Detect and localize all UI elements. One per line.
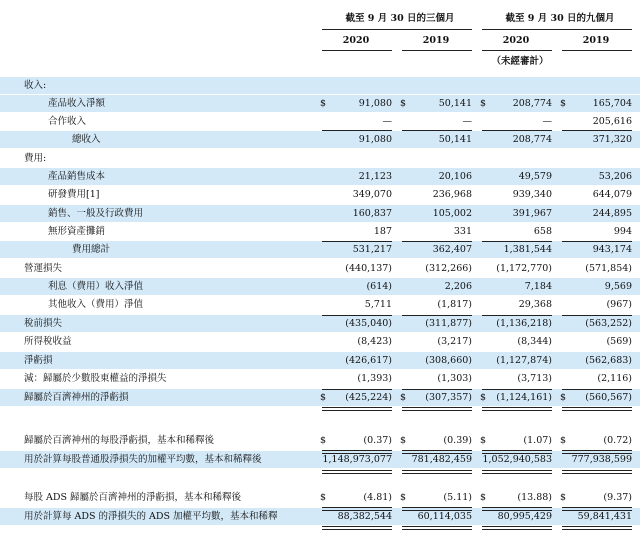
cell-value: 7,184 bbox=[524, 281, 552, 292]
cell-value: 391,967 bbox=[512, 208, 552, 219]
underline bbox=[322, 130, 392, 131]
cell-value: 531,217 bbox=[352, 244, 392, 255]
cell-value: (1,127,874) bbox=[496, 355, 552, 366]
underline bbox=[562, 389, 632, 390]
row-label: 所得稅收益 bbox=[24, 336, 72, 347]
currency-symbol: $ bbox=[480, 435, 487, 446]
double-underline bbox=[322, 470, 392, 474]
header-year: 2019 bbox=[422, 35, 450, 46]
row-label: 用於計算每 ADS 的淨損失的 ADS 加權平均數，基本和稀釋 bbox=[24, 511, 278, 522]
header-rule bbox=[562, 50, 632, 51]
cell-value: (614) bbox=[366, 281, 392, 292]
cell-value: (967) bbox=[606, 299, 632, 310]
row-label: 每股 ADS 歸屬於百濟神州的淨虧損，基本和稀釋後 bbox=[24, 492, 242, 503]
cell-value: 50,141 bbox=[438, 98, 472, 109]
cell-value: (9.37) bbox=[603, 492, 632, 503]
row-label: 利息（費用）收入淨值 bbox=[48, 281, 144, 292]
cell-value: (13.88) bbox=[517, 492, 552, 503]
underline bbox=[322, 389, 392, 390]
double-underline bbox=[562, 470, 632, 474]
cell-value: 1,052,940,583 bbox=[482, 454, 552, 465]
row-label: 歸屬於百濟神州的每股淨虧損，基本和稀釋後 bbox=[24, 435, 215, 446]
cell-value: 165,704 bbox=[592, 98, 632, 109]
double-underline bbox=[482, 526, 552, 530]
currency-symbol: $ bbox=[480, 492, 487, 503]
underline bbox=[562, 315, 632, 316]
table-row bbox=[0, 113, 640, 130]
table-row bbox=[0, 389, 640, 406]
cell-value: 349,070 bbox=[352, 189, 392, 200]
cell-value: 236,968 bbox=[432, 189, 472, 200]
double-underline bbox=[482, 450, 552, 454]
unaudited-label: （未經審計） bbox=[491, 56, 549, 67]
table-row bbox=[0, 241, 640, 258]
header-three-months: 截至 9 月 30 日的三個月 bbox=[345, 13, 455, 24]
underline bbox=[482, 130, 552, 131]
cell-value: 9,569 bbox=[604, 281, 632, 292]
row-label: 合作收入 bbox=[48, 116, 87, 127]
cell-value: (440,137) bbox=[345, 263, 392, 274]
cell-value: (0.37) bbox=[363, 435, 392, 446]
cell-value: (0.72) bbox=[603, 435, 632, 446]
row-label: 收入: bbox=[24, 80, 47, 91]
cell-value: 362,407 bbox=[432, 244, 472, 255]
currency-symbol: $ bbox=[560, 492, 567, 503]
row-label: 營運損失 bbox=[24, 263, 63, 274]
cell-value: (1,303) bbox=[437, 373, 472, 384]
header-rule bbox=[482, 29, 632, 30]
header-year: 2020 bbox=[342, 35, 370, 46]
table-row bbox=[0, 77, 640, 94]
row-label: 減：歸屬於少數股東權益的淨損失 bbox=[24, 373, 167, 384]
row-label: 總收入 bbox=[72, 134, 101, 145]
currency-symbol: $ bbox=[400, 435, 407, 446]
table-row bbox=[0, 315, 640, 332]
cell-value: 205,616 bbox=[592, 116, 632, 127]
cell-value: 994 bbox=[613, 226, 632, 237]
double-underline bbox=[562, 407, 632, 411]
cell-value: (312,266) bbox=[425, 263, 472, 274]
row-label: 費用: bbox=[24, 153, 47, 164]
cell-value: 939,340 bbox=[512, 189, 552, 200]
table-row bbox=[0, 95, 640, 112]
currency-symbol: $ bbox=[320, 435, 327, 446]
double-underline bbox=[402, 450, 472, 454]
currency-symbol: $ bbox=[320, 492, 327, 503]
row-label: 無形資產攤銷 bbox=[48, 226, 106, 237]
cell-value: 59,841,431 bbox=[577, 511, 632, 522]
cell-value: 88,382,544 bbox=[337, 511, 392, 522]
double-underline bbox=[402, 470, 472, 474]
row-label: 費用總計 bbox=[72, 244, 111, 255]
table-row bbox=[0, 432, 640, 449]
currency-symbol: $ bbox=[560, 98, 567, 109]
cell-value: (311,877) bbox=[425, 318, 472, 329]
header-nine-months: 截至 9 月 30 日的九個月 bbox=[505, 13, 615, 24]
cell-value: 244,895 bbox=[592, 208, 632, 219]
cell-value: (1,172,770) bbox=[496, 263, 552, 274]
cell-value: 943,174 bbox=[592, 244, 632, 255]
underline bbox=[562, 241, 632, 242]
cell-value: 5,711 bbox=[364, 299, 392, 310]
double-underline bbox=[402, 407, 472, 411]
cell-value: 80,995,429 bbox=[497, 511, 552, 522]
cell-value: 53,206 bbox=[598, 171, 632, 182]
cell-value: (426,617) bbox=[345, 355, 392, 366]
underline bbox=[402, 130, 472, 131]
currency-symbol: $ bbox=[400, 492, 407, 503]
cell-value: (307,357) bbox=[425, 392, 472, 403]
table-row bbox=[0, 223, 640, 240]
cell-value: 49,579 bbox=[518, 171, 552, 182]
underline bbox=[322, 241, 392, 242]
cell-value: (4.81) bbox=[363, 492, 392, 503]
cell-value: (1.07) bbox=[523, 435, 552, 446]
table-row bbox=[0, 205, 640, 222]
cell-value: — bbox=[382, 116, 392, 127]
double-underline bbox=[482, 507, 552, 511]
cell-value: 1,148,973,077 bbox=[322, 454, 392, 465]
cell-value: (1,136,218) bbox=[496, 318, 552, 329]
cell-value: 658 bbox=[533, 226, 552, 237]
cell-value: 644,079 bbox=[592, 189, 632, 200]
double-underline bbox=[322, 526, 392, 530]
cell-value: — bbox=[542, 116, 552, 127]
header-rule bbox=[322, 29, 472, 30]
cell-value: 29,368 bbox=[518, 299, 552, 310]
cell-value: 781,482,459 bbox=[411, 454, 472, 465]
currency-symbol: $ bbox=[560, 392, 567, 403]
header-rule bbox=[322, 50, 392, 51]
double-underline bbox=[562, 526, 632, 530]
cell-value: 160,837 bbox=[352, 208, 392, 219]
double-underline bbox=[562, 450, 632, 454]
table-row bbox=[0, 370, 640, 387]
underline bbox=[402, 389, 472, 390]
currency-symbol: $ bbox=[400, 98, 407, 109]
row-label: 稅前損失 bbox=[24, 318, 63, 329]
table-row bbox=[0, 296, 640, 313]
cell-value: (3,217) bbox=[437, 336, 472, 347]
double-underline bbox=[482, 470, 552, 474]
table-row bbox=[0, 260, 640, 277]
cell-value: (562,683) bbox=[585, 355, 632, 366]
row-label: 產品收入淨額 bbox=[48, 98, 106, 109]
cell-value: (308,660) bbox=[425, 355, 472, 366]
double-underline bbox=[322, 507, 392, 511]
table-row bbox=[0, 352, 640, 369]
double-underline bbox=[402, 507, 472, 511]
cell-value: (0.39) bbox=[443, 435, 472, 446]
cell-value: (5.11) bbox=[443, 492, 472, 503]
header-rule bbox=[402, 50, 472, 51]
cell-value: 105,002 bbox=[432, 208, 472, 219]
cell-value: (1,817) bbox=[437, 299, 472, 310]
cell-value: 91,080 bbox=[358, 98, 392, 109]
cell-value: (2,116) bbox=[597, 373, 632, 384]
cell-value: (8,344) bbox=[517, 336, 552, 347]
cell-value: (425,224) bbox=[345, 392, 392, 403]
cell-value: 91,080 bbox=[358, 134, 392, 145]
double-underline bbox=[402, 526, 472, 530]
double-underline bbox=[322, 407, 392, 411]
cell-value: 777,938,599 bbox=[571, 454, 632, 465]
cell-value: 371,320 bbox=[592, 134, 632, 145]
header-rule bbox=[482, 50, 552, 51]
row-label: 產品銷售成本 bbox=[48, 171, 106, 182]
underline bbox=[482, 315, 552, 316]
double-underline bbox=[322, 450, 392, 454]
cell-value: (563,252) bbox=[585, 318, 632, 329]
currency-symbol: $ bbox=[560, 435, 567, 446]
table-row bbox=[0, 131, 640, 148]
table-row bbox=[0, 168, 640, 185]
double-underline bbox=[562, 507, 632, 511]
cell-value: (1,124,161) bbox=[496, 392, 552, 403]
cell-value: 50,141 bbox=[438, 134, 472, 145]
cell-value: (1,393) bbox=[357, 373, 392, 384]
cell-value: 331 bbox=[453, 226, 472, 237]
cell-value: 2,206 bbox=[444, 281, 472, 292]
cell-value: (435,040) bbox=[345, 318, 392, 329]
cell-value: 21,123 bbox=[358, 171, 392, 182]
cell-value: 208,774 bbox=[512, 98, 552, 109]
underline bbox=[402, 241, 472, 242]
cell-value: 60,114,035 bbox=[417, 511, 472, 522]
row-label: 用於計算每股普通股淨損失的加權平均數，基本和稀釋後 bbox=[24, 454, 262, 465]
cell-value: (8,423) bbox=[357, 336, 392, 347]
cell-value: 208,774 bbox=[512, 134, 552, 145]
currency-symbol: $ bbox=[320, 392, 327, 403]
cell-value: (571,854) bbox=[585, 263, 632, 274]
currency-symbol: $ bbox=[320, 98, 327, 109]
cell-value: 1,381,544 bbox=[503, 244, 552, 255]
cell-value: — bbox=[462, 116, 472, 127]
table-row bbox=[0, 150, 640, 167]
cell-value: (560,567) bbox=[585, 392, 632, 403]
cell-value: (3,713) bbox=[517, 373, 552, 384]
header-year: 2019 bbox=[582, 35, 610, 46]
table-row bbox=[0, 333, 640, 350]
table-row bbox=[0, 489, 640, 506]
currency-symbol: $ bbox=[480, 98, 487, 109]
row-label: 銷售、一般及行政費用 bbox=[48, 208, 144, 219]
row-label: 淨虧損 bbox=[24, 355, 53, 366]
underline bbox=[482, 241, 552, 242]
currency-symbol: $ bbox=[480, 392, 487, 403]
table-row bbox=[0, 278, 640, 295]
cell-value: 20,106 bbox=[438, 171, 472, 182]
currency-symbol: $ bbox=[400, 392, 407, 403]
header-year: 2020 bbox=[502, 35, 530, 46]
row-label: 研發費用[1] bbox=[48, 189, 100, 200]
row-label: 其他收入（費用）淨值 bbox=[48, 299, 144, 310]
row-label: 歸屬於百濟神州的淨虧損 bbox=[24, 392, 129, 403]
table-row bbox=[0, 186, 640, 203]
underline bbox=[562, 130, 632, 131]
cell-value: 187 bbox=[373, 226, 392, 237]
cell-value: (569) bbox=[606, 336, 632, 347]
underline bbox=[402, 315, 472, 316]
underline bbox=[482, 389, 552, 390]
double-underline bbox=[482, 407, 552, 411]
underline bbox=[322, 315, 392, 316]
